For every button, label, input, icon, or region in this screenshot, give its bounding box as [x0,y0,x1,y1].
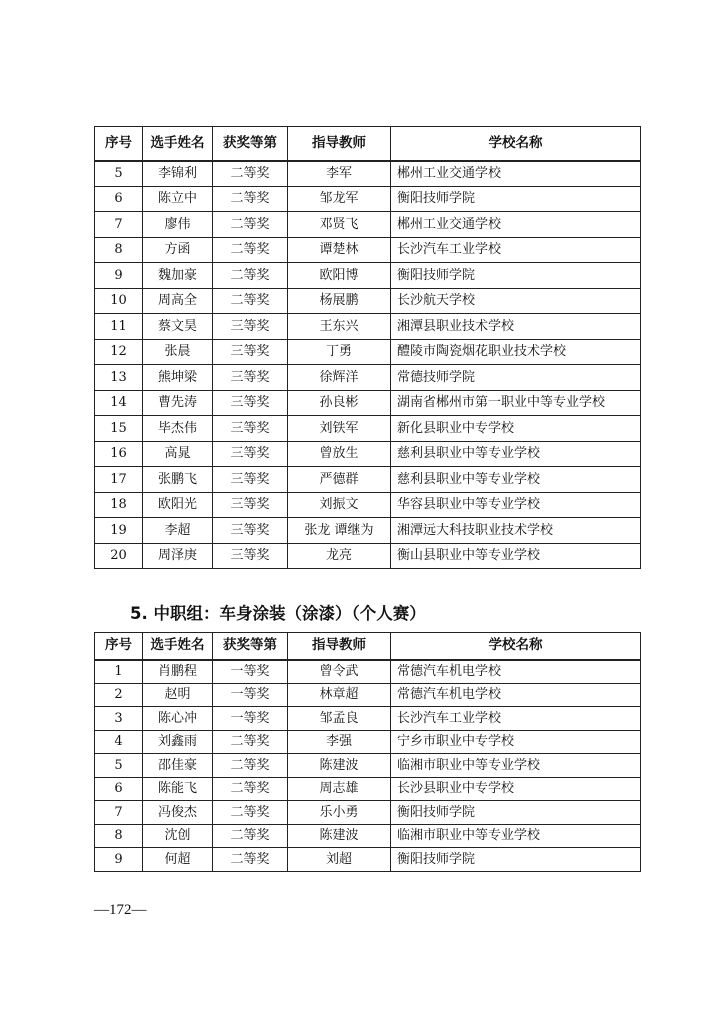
col-header-index: 序号 [95,127,143,161]
cell-award: 二等奖 [213,801,288,825]
col-header-name: 选手姓名 [143,127,213,161]
col-header-award: 获奖等第 [213,127,288,161]
cell-school: 宁乡市职业中专学校 [391,730,641,754]
table-row [95,660,641,684]
cell-index: 10 [95,288,143,314]
col-header-award: 获奖等第 [213,633,288,660]
cell-index: 9 [95,848,143,872]
cell-name: 刘鑫雨 [143,730,213,754]
table-row [95,683,641,707]
cell-teacher: 李军 [288,161,391,187]
cell-index: 3 [95,707,143,731]
cell-award: 二等奖 [213,263,288,289]
cell-school: 常德汽车机电学校 [391,660,641,684]
table-row [95,801,641,825]
cell-school: 慈利县职业中等专业学校 [391,441,641,467]
table-row [95,730,641,754]
cell-teacher: 谭楚林 [288,237,391,263]
cell-school: 衡阳技师学院 [391,263,641,289]
table-row [95,365,641,391]
cell-award: 一等奖 [213,660,288,684]
cell-index: 18 [95,492,143,518]
cell-index: 7 [95,212,143,238]
cell-index: 11 [95,314,143,340]
cell-award: 二等奖 [213,212,288,238]
cell-index: 16 [95,441,143,467]
cell-index: 7 [95,801,143,825]
table-row [95,441,641,467]
cell-teacher: 陈建波 [288,754,391,778]
cell-award: 二等奖 [213,186,288,212]
table-row [95,848,641,872]
cell-name: 毕杰伟 [143,416,213,442]
cell-index: 19 [95,518,143,544]
cell-index: 6 [95,777,143,801]
cell-index: 8 [95,237,143,263]
cell-award: 三等奖 [213,314,288,340]
table-row [95,288,641,314]
cell-name: 欧阳光 [143,492,213,518]
cell-index: 13 [95,365,143,391]
cell-index: 5 [95,161,143,187]
cell-school: 郴州工业交通学校 [391,212,641,238]
cell-name: 陈心冲 [143,707,213,731]
cell-teacher: 严德群 [288,467,391,493]
table-row [95,492,641,518]
cell-name: 陈能飞 [143,777,213,801]
cell-name: 陈立中 [143,186,213,212]
cell-teacher: 徐辉洋 [288,365,391,391]
table-row [95,518,641,544]
cell-teacher: 周志雄 [288,777,391,801]
cell-award: 二等奖 [213,161,288,187]
cell-teacher: 丁勇 [288,339,391,365]
cell-school: 衡阳技师学院 [391,801,641,825]
table-row [95,263,641,289]
cell-school: 湘潭县职业技术学校 [391,314,641,340]
cell-award: 二等奖 [213,237,288,263]
table-header [95,633,641,660]
cell-school: 衡阳技师学院 [391,848,641,872]
cell-award: 二等奖 [213,730,288,754]
table-row [95,416,641,442]
awards-table-2 [94,632,641,872]
table-row [95,161,641,187]
cell-name: 熊坤梁 [143,365,213,391]
cell-name: 邵佳豪 [143,754,213,778]
cell-name: 冯俊杰 [143,801,213,825]
cell-name: 何超 [143,848,213,872]
cell-teacher: 孙良彬 [288,390,391,416]
cell-name: 周高全 [143,288,213,314]
cell-award: 二等奖 [213,288,288,314]
cell-index: 4 [95,730,143,754]
cell-index: 5 [95,754,143,778]
cell-name: 曹先涛 [143,390,213,416]
table-row [95,314,641,340]
table-row [95,186,641,212]
cell-name: 张鹏飞 [143,467,213,493]
cell-school: 醴陵市陶瓷烟花职业技术学校 [391,339,641,365]
table-row [95,543,641,569]
cell-name: 张晨 [143,339,213,365]
cell-name: 魏加豪 [143,263,213,289]
cell-school: 长沙汽车工业学校 [391,707,641,731]
col-header-teacher: 指导教师 [288,127,391,161]
cell-school: 临湘市职业中等专业学校 [391,754,641,778]
cell-name: 高晁 [143,441,213,467]
cell-school: 临湘市职业中等专业学校 [391,824,641,848]
cell-index: 9 [95,263,143,289]
table-row [95,824,641,848]
cell-school: 长沙县职业中专学校 [391,777,641,801]
cell-name: 李锦利 [143,161,213,187]
cell-school: 湘潭远大科技职业技术学校 [391,518,641,544]
cell-award: 三等奖 [213,492,288,518]
cell-index: 20 [95,543,143,569]
cell-teacher: 张龙 谭继为 [288,518,391,544]
cell-school: 慈利县职业中等专业学校 [391,467,641,493]
cell-teacher: 欧阳博 [288,263,391,289]
page-number: —172— [94,902,147,918]
cell-school: 郴州工业交通学校 [391,161,641,187]
col-header-school: 学校名称 [391,127,641,161]
cell-name: 蔡文昊 [143,314,213,340]
cell-teacher: 曾令武 [288,660,391,684]
cell-school: 常德汽车机电学校 [391,683,641,707]
cell-award: 二等奖 [213,824,288,848]
cell-index: 14 [95,390,143,416]
cell-award: 二等奖 [213,754,288,778]
cell-index: 12 [95,339,143,365]
cell-award: 三等奖 [213,390,288,416]
awards-table-1 [94,126,641,569]
col-header-school: 学校名称 [391,633,641,660]
table-row [95,707,641,731]
table-row [95,777,641,801]
section-title: 5. 中职组：车身涂装（涂漆）（个人赛） [130,604,426,623]
cell-index: 15 [95,416,143,442]
col-header-teacher: 指导教师 [288,633,391,660]
cell-award: 一等奖 [213,683,288,707]
table-row [95,237,641,263]
cell-teacher: 刘超 [288,848,391,872]
cell-index: 8 [95,824,143,848]
cell-name: 李超 [143,518,213,544]
cell-school: 长沙汽车工业学校 [391,237,641,263]
cell-award: 三等奖 [213,441,288,467]
cell-teacher: 龙亮 [288,543,391,569]
table-row [95,212,641,238]
cell-award: 二等奖 [213,848,288,872]
cell-teacher: 刘铁军 [288,416,391,442]
cell-name: 肖鹏程 [143,660,213,684]
cell-teacher: 陈建波 [288,824,391,848]
table-row [95,467,641,493]
cell-school: 新化县职业中专学校 [391,416,641,442]
cell-index: 2 [95,683,143,707]
table-row [95,754,641,778]
cell-teacher: 李强 [288,730,391,754]
cell-school: 常德技师学院 [391,365,641,391]
cell-school: 长沙航天学校 [391,288,641,314]
cell-name: 周泽庚 [143,543,213,569]
cell-teacher: 王东兴 [288,314,391,340]
cell-teacher: 邹孟良 [288,707,391,731]
cell-school: 华容县职业中等专业学校 [391,492,641,518]
cell-school: 衡阳技师学院 [391,186,641,212]
col-header-index: 序号 [95,633,143,660]
cell-award: 三等奖 [213,339,288,365]
cell-school: 衡山县职业中等专业学校 [391,543,641,569]
cell-teacher: 乐小勇 [288,801,391,825]
table-header [95,127,641,161]
col-header-name: 选手姓名 [143,633,213,660]
cell-teacher: 邓贤飞 [288,212,391,238]
cell-teacher: 林章超 [288,683,391,707]
cell-award: 三等奖 [213,543,288,569]
cell-teacher: 杨展鹏 [288,288,391,314]
cell-name: 方函 [143,237,213,263]
cell-index: 6 [95,186,143,212]
cell-award: 三等奖 [213,467,288,493]
cell-name: 赵明 [143,683,213,707]
cell-name: 廖伟 [143,212,213,238]
cell-award: 三等奖 [213,416,288,442]
cell-teacher: 邹龙军 [288,186,391,212]
cell-name: 沈创 [143,824,213,848]
cell-index: 1 [95,660,143,684]
cell-award: 三等奖 [213,518,288,544]
cell-teacher: 刘振文 [288,492,391,518]
cell-teacher: 曾放生 [288,441,391,467]
cell-index: 17 [95,467,143,493]
cell-award: 三等奖 [213,365,288,391]
cell-award: 一等奖 [213,707,288,731]
table-row [95,390,641,416]
table-row [95,339,641,365]
cell-award: 二等奖 [213,777,288,801]
cell-school: 湖南省郴州市第一职业中等专业学校 [391,390,641,416]
